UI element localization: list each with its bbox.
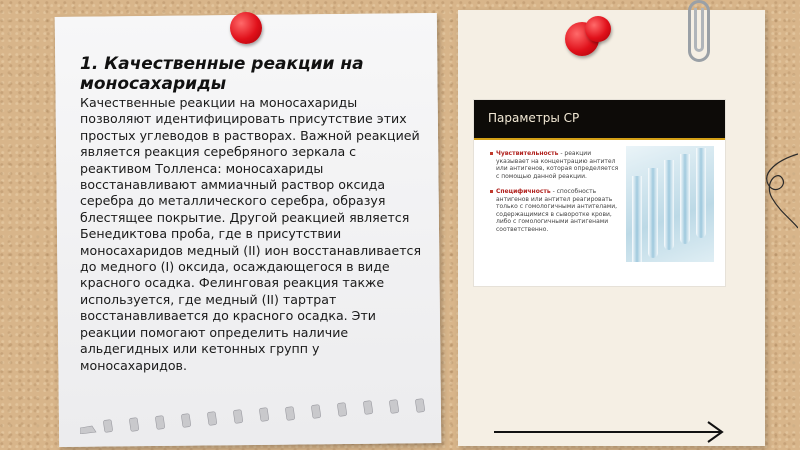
paperclip-inner-icon bbox=[694, 8, 704, 52]
slide-title: Параметры СР bbox=[488, 111, 580, 125]
slide-term: Чувствительность bbox=[496, 150, 559, 157]
test-tubes-photo bbox=[626, 146, 714, 262]
note-title: 1. Качественные реакции на моносахариды bbox=[80, 54, 364, 94]
slide-image bbox=[474, 100, 725, 286]
slide-bullet-list bbox=[490, 150, 622, 241]
slide-header bbox=[474, 100, 725, 140]
slide-term-text: - способность антигенов или антител реагировать только с гомологичными антителами, содержащимися в сыворотке крови, либо с гомологичными антигенами соответственно. bbox=[496, 188, 618, 233]
torn-paper-edge-icon bbox=[80, 398, 440, 434]
arrow-right-icon bbox=[494, 420, 726, 444]
string-curl-icon bbox=[758, 150, 798, 230]
push-pin-icon bbox=[230, 12, 262, 44]
list-item bbox=[490, 188, 622, 233]
push-pin-icon bbox=[585, 16, 611, 42]
note-body: Качественные реакции на моносахариды позволяют идентифицировать присутствие этих простых углеводов в растворах. Важной реакцией является реакция серебряного зеркала с реактивом Толленса: моносахариды восстанавливают аммиачный раствор оксида серебра до металлического серебра, образуя блестящее покрытие. Другой реакцией является Бенедиктова проба, где в присутствии моносахаридов медный (II) ион восстанавливается до медного (I) оксида, осаждающегося в виде красного осадка. Фелинговая реакция также используется, где медный (II) тартрат восстанавливается до красного осадка. Эти реакции помогают определить наличие альдегидных или кетонных групп у моносахаридов. bbox=[80, 95, 422, 373]
slide-term-text: - реакции указывает на концентрацию антител или антигенов, которая определяется с помощью данной реакции. bbox=[496, 150, 619, 180]
list-item bbox=[490, 150, 622, 180]
slide-term: Специфичность bbox=[496, 188, 551, 195]
